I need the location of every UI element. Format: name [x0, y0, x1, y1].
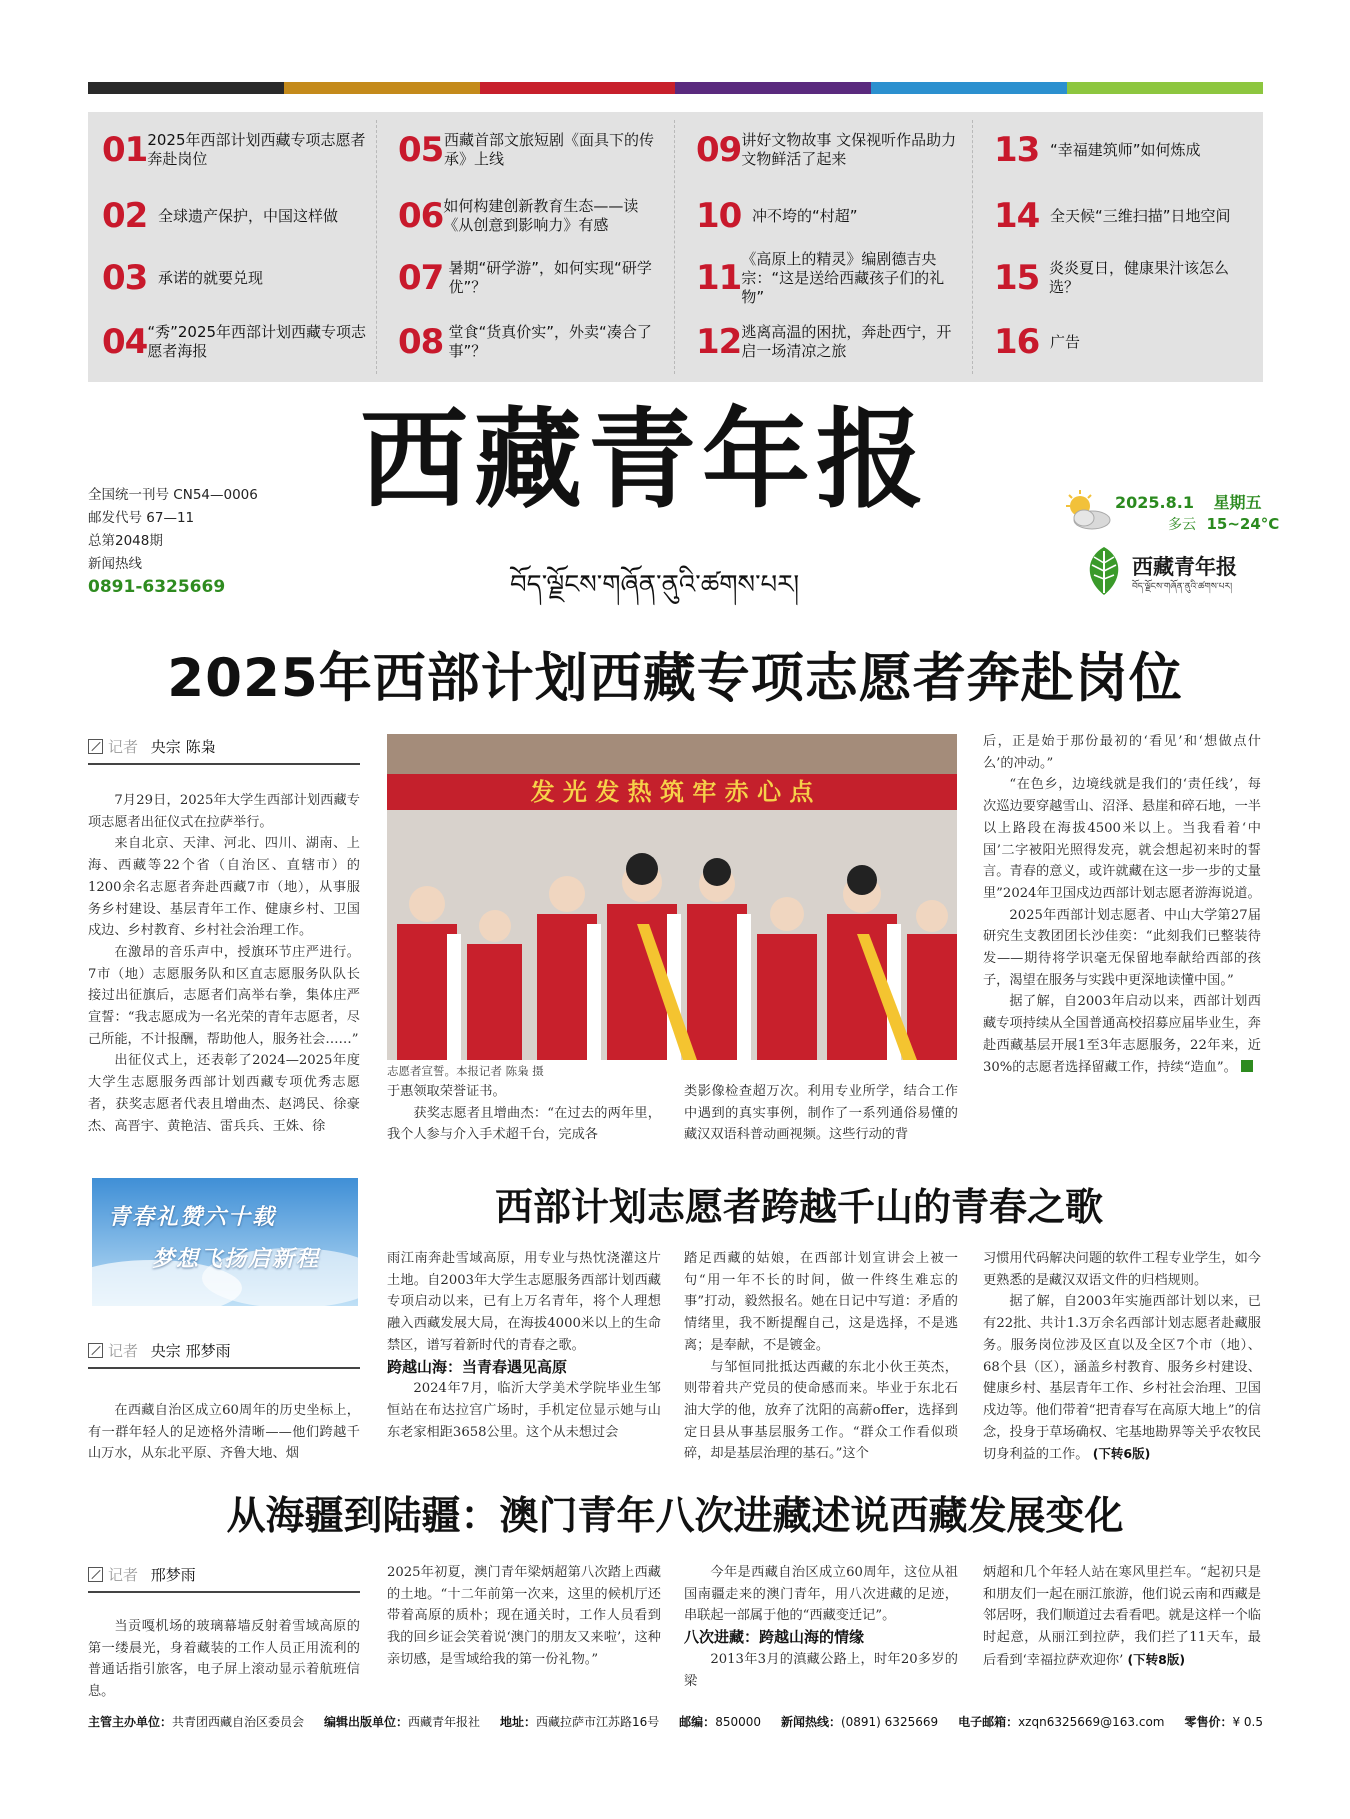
toc-item[interactable]	[88, 248, 376, 308]
toc-number: 13	[994, 130, 1040, 170]
paragraph: 与邹恒同批抵达西藏的东北小伙王英杰，则带着共产党员的使命感而来。毕业于东北石油大学的他，放弃了沈阳的高薪offer，选择到定日县从事基层服务工作。“群众工作看似琐碎，却是基层治理的基石。”这个	[684, 1359, 958, 1462]
issue-number: 总第2048期	[88, 533, 163, 549]
paragraph: 习惯用代码解决问题的软件工程专业学生，如今更熟悉的是藏汉双语文件的归档规则。	[983, 1251, 1261, 1288]
paragraph	[983, 991, 1261, 1078]
toc-number: 05	[398, 130, 444, 170]
paragraph: 类影像检查超万次。利用专业所学，结合工作中遇到的真实事例，制作了一系列通俗易懂的藏汉双语科普动画视频。这些行动的背	[684, 1084, 958, 1143]
toc-number: 14	[994, 196, 1040, 236]
lead-headline: 2025年西部计划西藏专项志愿者奔赴岗位	[167, 648, 1183, 709]
anniversary-promo-image	[92, 1178, 358, 1306]
paragraph: 于惠领取荣誉证书。	[387, 1084, 506, 1099]
pen-icon	[88, 1567, 103, 1582]
toc-title: 全球遗产保护，中国这样做	[158, 206, 339, 225]
footer-label: 主管主办单位：	[88, 1715, 173, 1729]
article-column	[387, 1562, 661, 1671]
toc-item[interactable]	[980, 186, 1263, 246]
paragraph: 后，正是始于那份最初的‘看见’和‘想做点什么’的冲动。”	[983, 734, 1261, 771]
toc-number: 03	[102, 258, 148, 298]
footer-label: 零售价：	[1184, 1715, 1233, 1729]
toc-item[interactable]	[384, 312, 674, 372]
article-column	[387, 1248, 661, 1443]
toc-item[interactable]	[682, 186, 972, 246]
promo-line: 青春礼赞六十载	[108, 1204, 277, 1230]
toc-item[interactable]	[682, 248, 972, 308]
footer-label: 地址：	[499, 1715, 536, 1729]
toc-title: 冲不垮的“村超”	[752, 206, 858, 225]
article-column	[88, 1400, 360, 1465]
toc-column	[88, 120, 377, 374]
article-column	[387, 1081, 661, 1146]
byline-names: 邢梦雨	[150, 1566, 196, 1584]
toc-number: 04	[102, 322, 148, 362]
toc-number: 08	[398, 322, 444, 362]
paragraph: 在西藏自治区成立60周年的历史坐标上，有一群年轻人的足迹格外清晰——他们跨越千山万水，从东北平原、齐鲁大地、烟	[88, 1403, 360, 1462]
toc-title: 2025年西部计划西藏专项志愿者奔赴岗位	[147, 131, 366, 168]
paragraph: 7月29日，2025年大学生西部计划西藏专项志愿者出征仪式在拉萨举行。	[88, 793, 360, 830]
footer-item	[781, 1713, 938, 1730]
toc-item[interactable]	[980, 312, 1263, 372]
toc-title: 如何构建创新教育生态——读《从创意到影响力》有感	[443, 197, 639, 234]
article-column	[88, 790, 360, 1137]
toc-item[interactable]	[88, 312, 376, 372]
postal-code: 邮发代号 67—11	[88, 510, 195, 526]
toc-title: 承诺的就要兑现	[158, 268, 264, 287]
weather-info	[1168, 514, 1279, 534]
newspaper-logo	[1082, 545, 1263, 599]
paragraph: 来自北京、天津、河北、四川、湖南、上海、西藏等22个省（自治区、直辖市）的1200余名志愿者奔赴西藏7市（地），从事服务乡村建设、基层青年工作、健康乡村、卫国戍边、乡村教育、乡村社会治理工作。	[88, 836, 360, 939]
article-column	[88, 1616, 360, 1703]
paragraph: 当贡嘎机场的玻璃幕墙反射着雪域高原的第一缕晨光，身着藏装的工作人员正用流利的普通话指引旅客，电子屏上滚动显示着航班信息。	[88, 1619, 360, 1700]
byline-names: 央宗 邢梦雨	[150, 1342, 231, 1360]
footer-value: 850000	[715, 1715, 761, 1729]
toc-item[interactable]	[682, 312, 972, 372]
toc-item[interactable]	[384, 248, 674, 308]
paragraph: 2025年初夏，澳门青年梁炳超第八次踏上西藏的土地。“十二年前第一次来，这里的候机厅还带着高原的质朴；现在通关时，工作人员看到我的回乡证会笑着说‘澳门的朋友又来啦’，这种亲切感，是雪域给我的第一份礼物。”	[387, 1565, 661, 1667]
subheading: 跨越山海：当青春遇见高原	[387, 1357, 568, 1376]
footer-item	[324, 1713, 480, 1730]
footer-label: 电子邮箱：	[958, 1715, 1019, 1729]
footer-item	[1184, 1713, 1263, 1730]
masthead-title: 西藏青年报	[360, 397, 931, 523]
byline-label: 记者	[108, 1566, 139, 1584]
volunteers-oath-photo	[387, 734, 957, 1060]
end-mark-icon	[1241, 1060, 1253, 1072]
toc-title: 逃离高温的困扰，奔赴西宁，开启一场清凉之旅	[741, 323, 952, 360]
footer-label: 新闻热线：	[780, 1715, 841, 1729]
toc-title: 暑期“研学游”，如何实现“研学优”？	[448, 259, 652, 296]
toc-number: 02	[102, 196, 148, 236]
weekday: 星期五	[1213, 493, 1262, 512]
pen-icon	[88, 739, 103, 754]
toc-number: 10	[696, 196, 742, 236]
promo-line: 梦想飞扬启新程	[152, 1246, 321, 1272]
paragraph: 今年是西藏自治区成立60周年，这位从祖国南疆走来的澳门青年，用八次进藏的足迹，串联起一部属于他的“西藏变迁记”。	[684, 1565, 958, 1624]
crowd-photo-illustration	[387, 734, 957, 1060]
footer-value: 共青团西藏自治区委员会	[172, 1715, 305, 1729]
weather-condition: 多云	[1168, 517, 1196, 533]
toc-title: 炎炎夏日，健康果汁该怎么选？	[1048, 259, 1229, 296]
banner-text: 发 光 发 热 筑 牢 赤 心 点	[530, 778, 814, 806]
toc-item[interactable]	[384, 120, 674, 180]
issue-date	[1115, 490, 1262, 513]
paragraph: 2025年西部计划志愿者、中山大学第27届研究生支教团团长沙佳奕：“此刻我们已整装待发——期待将学识毫无保留地奉献给西部的孩子，渴望在服务与实践中更深地读懂中国。”	[983, 907, 1261, 988]
pen-icon	[88, 1343, 103, 1358]
temperature: 15~24°C	[1206, 515, 1280, 533]
color-segment	[284, 82, 480, 94]
toc-title: 全天候“三维扫描”日地空间	[1050, 206, 1231, 225]
paragraph-text: 据了解，自2003年启动以来，西部计划西藏专项持续从全国普通高校招募应届毕业生，奔赴西藏基层开展1至3年志愿服务，22年来，近30%的志愿者选择留藏工作，持续“造血”。	[983, 994, 1261, 1075]
article-column	[983, 1248, 1261, 1466]
paragraph: 在激昂的音乐声中，授旗环节庄严进行。7市（地）志愿服务队和区直志愿服务队队长接过出征旗后，志愿者们高举右拳，集体庄严宣誓：“我志愿成为一名光荣的青年志愿者，尽己所能，不计报酬，帮助他人，服务社会……”	[88, 944, 360, 1047]
photo-caption: 志愿者宣誓。本报记者 陈枭 摄	[387, 1064, 544, 1078]
hotline-label: 新闻热线	[88, 556, 142, 572]
article-column	[983, 731, 1261, 1078]
byline	[88, 1564, 360, 1593]
continued-note: (下转8版)	[1127, 1651, 1186, 1667]
toc-item[interactable]	[980, 120, 1263, 180]
paragraph: “在色乡，边境线就是我们的‘责任线’，每次巡边要穿越雪山、沼泽、悬崖和碎石地，一半以上路段在海拔4500米以上。当我看着‘中国’二字被阳光照得发亮，就会想起初来时的誓言。青春的意义，或许就藏在这一步一步的丈量里”2024年卫国戍边西部计划志愿者游海说道。	[983, 777, 1261, 901]
toc-column	[682, 120, 973, 374]
footer-info	[88, 1713, 1263, 1730]
footer-email[interactable]: xzqn6325669@163.com	[1018, 1715, 1165, 1729]
footer-item[interactable]	[958, 1713, 1164, 1730]
byline-names: 央宗 陈枭	[150, 738, 216, 756]
toc-title: “幸福建筑师”如何炼成	[1050, 140, 1201, 159]
toc-number: 16	[994, 322, 1040, 362]
toc-number: 07	[398, 258, 444, 298]
article2-headline: 西部计划志愿者跨越千山的青春之歌	[495, 1184, 1104, 1229]
toc-item[interactable]	[384, 186, 674, 246]
date-value: 2025.8.1	[1115, 493, 1194, 512]
footer-value: (0891) 6325669	[840, 1715, 939, 1729]
toc-number: 09	[696, 130, 742, 170]
article-column	[684, 1248, 958, 1465]
footer-item	[500, 1713, 659, 1730]
byline	[88, 1340, 360, 1369]
paragraph: 获奖志愿者且增曲杰：“在过去的两年里，我个人参与介入手术超千台，完成各	[387, 1105, 661, 1143]
toc-item[interactable]	[88, 120, 376, 180]
toc-title: 广告	[1050, 332, 1081, 351]
footer-value: 西藏拉萨市江苏路16号	[535, 1715, 660, 1729]
paragraph-text: 据了解，自2003年实施西部计划以来，已有22批、共计1.3万余名西部计划志愿者赴藏服务。服务岗位涉及区直以及全区7个市（地）、68个县（区），涵盖乡村教育、服务乡村建设、健康乡村、基层青年工作、乡村社会治理、卫国戍边等。他们带着“把青春写在高原大地上”的信念，投身于草场确权、宅基地勘界等关乎农牧民切身利益的工作。	[983, 1294, 1261, 1463]
toc-column	[384, 120, 675, 374]
byline	[88, 736, 360, 765]
color-segment	[675, 82, 871, 94]
footer-label: 邮编：	[679, 1715, 716, 1729]
toc-number: 01	[102, 130, 148, 170]
toc-title: 西藏首部文旅短剧《面具下的传承》上线	[444, 131, 655, 168]
continued-note: (下转6版)	[1092, 1446, 1151, 1462]
paragraph: 2024年7月，临沂大学美术学院毕业生邹恒站在布达拉宫广场时，手机定位显示她与山东老家相距3658公里。这个从未想过会	[387, 1381, 661, 1440]
logo-subtitle: བོད་ལྗོངས་གཞོན་ནུའི་ཚགས་པར།	[1132, 582, 1233, 592]
paragraph: 雨江南奔赴雪域高原，用专业与热忱浇灌这片土地。自2003年大学生志愿服务西部计划西藏专项启动以来，已有上万名青年，将个人理想融入西藏发展大局，在海拔4000米以上的生命禁区，谱写着新时代的青春之歌。	[387, 1251, 661, 1353]
top-color-bar	[88, 82, 1263, 94]
paragraph: 踏足西藏的姑娘，在西部计划宣讲会上被一句“用一年不长的时间，做一件终生难忘的事”打动，毅然报名。她在日记中写道：矛盾的情绪里，我不断提醒自己，这是选择，不是逃离；是奉献，不是镀金。	[684, 1251, 958, 1353]
footer-value: 西藏青年报社	[407, 1715, 480, 1729]
logo-name: 西藏青年报	[1132, 554, 1237, 579]
toc-item[interactable]	[88, 186, 376, 246]
toc-title: “秀”2025年西部计划西藏专项志愿者海报	[147, 323, 367, 360]
toc-title: 《高原上的精灵》编剧德吉央宗：“这是送给西藏孩子们的礼物”	[741, 249, 945, 306]
table-of-contents	[88, 112, 1263, 382]
subheading: 八次进藏：跨越山海的情缘	[684, 1628, 865, 1647]
masthead-tibetan: བོད་ལྗོངས་གཞོན་ནུའི་ཚགས་པར།	[510, 570, 800, 600]
article-column	[684, 1562, 958, 1692]
color-segment	[88, 82, 284, 94]
byline-label: 记者	[108, 1342, 139, 1360]
article-column	[684, 1081, 958, 1146]
toc-column	[980, 120, 1263, 374]
article-column	[983, 1562, 1261, 1672]
toc-item[interactable]	[682, 120, 972, 180]
leaf-logo-icon	[1082, 545, 1126, 597]
footer-value: ¥ 0.5	[1232, 1715, 1263, 1729]
paragraph: 2013年3月的滇藏公路上，时年20多岁的梁	[684, 1651, 958, 1689]
toc-number: 15	[994, 258, 1040, 298]
toc-number: 11	[696, 258, 742, 298]
footer-item	[679, 1713, 761, 1730]
paragraph: 出征仪式上，还表彰了2024—2025年度大学生志愿服务西部计划西藏专项优秀志愿者，获奖志愿者代表且增曲杰、赵鸿民、徐豪杰、高晋宇、黄艳洁、雷兵兵、王姝、徐	[88, 1053, 360, 1134]
toc-title: 堂食“货真价实”，外卖“凑合了事”？	[448, 323, 652, 360]
toc-item[interactable]	[980, 248, 1263, 308]
toc-number: 06	[398, 196, 444, 236]
partly-cloudy-icon	[1060, 488, 1114, 532]
article3-headline: 从海疆到陆疆：澳门青年八次进藏述说西藏发展变化	[226, 1493, 1124, 1539]
hotline-number: 0891-6325669	[88, 577, 226, 597]
publication-meta	[88, 484, 258, 599]
paragraph-text: 炳超和几个年轻人站在寒风里拦车。“起初只是和朋友们一起在丽江旅游，他们说云南和西藏是邻居呀，我们顺道过去看看吧。就是这样一个临时起意，从丽江到拉萨，我们拦了11天车，最后看到‘幸福拉萨欢迎你’	[983, 1565, 1261, 1668]
toc-title: 讲好文物故事 文保视听作品助力文物鲜活了起来	[741, 131, 957, 168]
footer-label: 编辑出版单位：	[323, 1715, 408, 1729]
issn-number: 全国统一刊号 CN54—0006	[88, 487, 258, 503]
toc-number: 12	[696, 322, 742, 362]
color-segment	[1067, 82, 1263, 94]
color-segment	[871, 82, 1067, 94]
byline-label: 记者	[108, 738, 139, 756]
footer-item	[88, 1713, 304, 1730]
color-segment	[480, 82, 676, 94]
paragraph	[983, 1291, 1261, 1466]
